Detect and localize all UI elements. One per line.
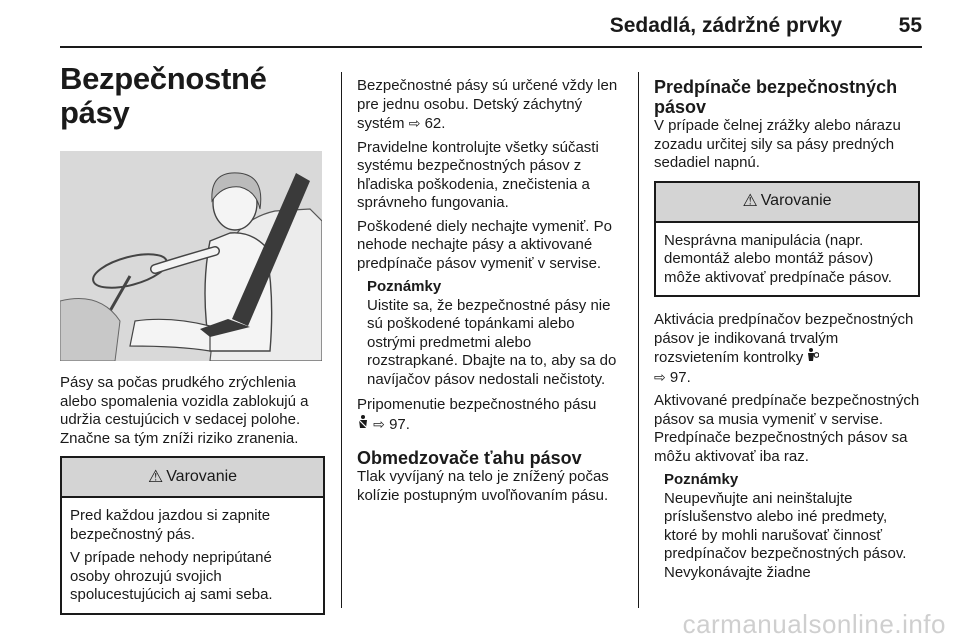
warning-header xyxy=(62,458,323,498)
page-number: 55 xyxy=(898,14,922,37)
column-divider xyxy=(341,72,342,608)
warning-body xyxy=(62,498,323,613)
seatbelt-reminder-icon xyxy=(357,415,369,435)
warning-header xyxy=(656,183,918,223)
warning-box xyxy=(654,181,920,298)
page-reference[interactable]: 62. xyxy=(424,115,446,132)
warning-triangle-icon: ⚠ xyxy=(147,466,164,486)
paragraph-text: Pripomenutie bezpečnostného pásu xyxy=(357,396,597,413)
paragraph-text: Bezpečnostné pásy sú určené vždy len pre jednu osobu. Detský záchytný systém xyxy=(357,77,618,132)
column-divider xyxy=(638,72,639,608)
watermark: carmanualsonline.info xyxy=(682,609,946,639)
seatbelt-illustration xyxy=(60,151,322,361)
paragraph-text: Aktivácia predpínačov bezpečnostných pásov je indikovaná trvalým rozsvietením kontrolky xyxy=(654,311,914,366)
note-text: Uistite sa, že bezpečnostné pásy nie sú poškodené topánkami alebo ostrými predmetmi alebo rozstrapkané. Dbajte na to, aby sa do navíjačov pásov nedostali nečistoty. xyxy=(367,296,617,388)
warning-title: Varovanie xyxy=(166,467,238,485)
note-block xyxy=(367,278,622,389)
page-reference[interactable]: 97. xyxy=(669,368,691,386)
warning-text: V prípade nehody nepripútané osoby ohrozujú svojich spolucestujúcich aj sami seba. xyxy=(70,549,273,603)
belt-tensioner-icon xyxy=(807,348,819,368)
note-block xyxy=(664,471,920,582)
column-3 xyxy=(654,77,920,589)
page-reference-icon: ⇨ xyxy=(373,415,385,432)
section-heading: Obmedzovače ťahu pásov xyxy=(357,448,582,468)
note-text: Neupevňujte ani neinštalujte príslušenstvo alebo iné predmety, ktoré by mohli narušovať činnosť predpínačov bezpečnostných pásov. Nevykonávajte žiadne xyxy=(664,489,907,581)
paragraph: Tlak vyvíjaný na telo je znížený počas kolízie postupným uvoľňovaním pásu. xyxy=(357,468,609,504)
page-reference-icon: ⇨ xyxy=(408,115,421,131)
driver-seatbelt-drawing xyxy=(60,151,322,361)
running-title: Sedadlá, zádržné prvky xyxy=(609,14,842,37)
warning-text: Nesprávna manipulácia (napr. demontáž alebo montáž pásov) môže aktivovať predpínače pásov. xyxy=(664,231,892,286)
paragraph xyxy=(357,396,622,434)
page-reference-icon: ⇨ xyxy=(654,368,666,385)
warning-body xyxy=(656,223,918,296)
warning-title: Varovanie xyxy=(760,192,832,210)
note-title: Poznámky xyxy=(664,471,739,488)
column-1 xyxy=(60,62,325,625)
section-heading: Bezpečnostné pásy xyxy=(60,61,267,130)
header-rule xyxy=(60,46,922,48)
paragraph xyxy=(654,311,920,387)
section-heading: Predpínače bezpečnostných pásov xyxy=(654,77,898,117)
intro-paragraph: Pásy sa počas prudkého zrýchlenia alebo spomalenia vozidla zablokujú a udržia cestujúcich v sedacej polohe. Značne sa tým zníži riziko zranenia. xyxy=(60,374,309,447)
paragraph: Poškodené diely nechajte vymeniť. Po nehode nechajte pásy a aktivované predpínače pásov vymeniť v servise. xyxy=(357,217,612,272)
paragraph: Aktivované predpínače bezpečnostných pásov sa musia vymeniť v servise. Predpínače bezpečnostných pásov sa môžu aktivovať iba raz. xyxy=(654,392,920,465)
paragraph: Pravidelne kontrolujte všetky súčasti systému bezpečnostných pásov z hľadiska poškodenia, znečistenia a správneho fungovania. xyxy=(357,138,599,211)
intro-paragraph: V prípade čelnej zrážky alebo nárazu zozadu určitej sily sa pásy predných sedadiel napnú. xyxy=(654,117,901,171)
column-2 xyxy=(357,77,622,510)
warning-text: Pred každou jazdou si zapnite bezpečnostný pás. xyxy=(70,507,271,543)
warning-box xyxy=(60,456,325,615)
page-reference[interactable]: 97. xyxy=(389,415,410,433)
warning-triangle-icon: ⚠ xyxy=(742,191,758,211)
paragraph xyxy=(357,77,622,134)
note-title: Poznámky xyxy=(367,278,442,295)
